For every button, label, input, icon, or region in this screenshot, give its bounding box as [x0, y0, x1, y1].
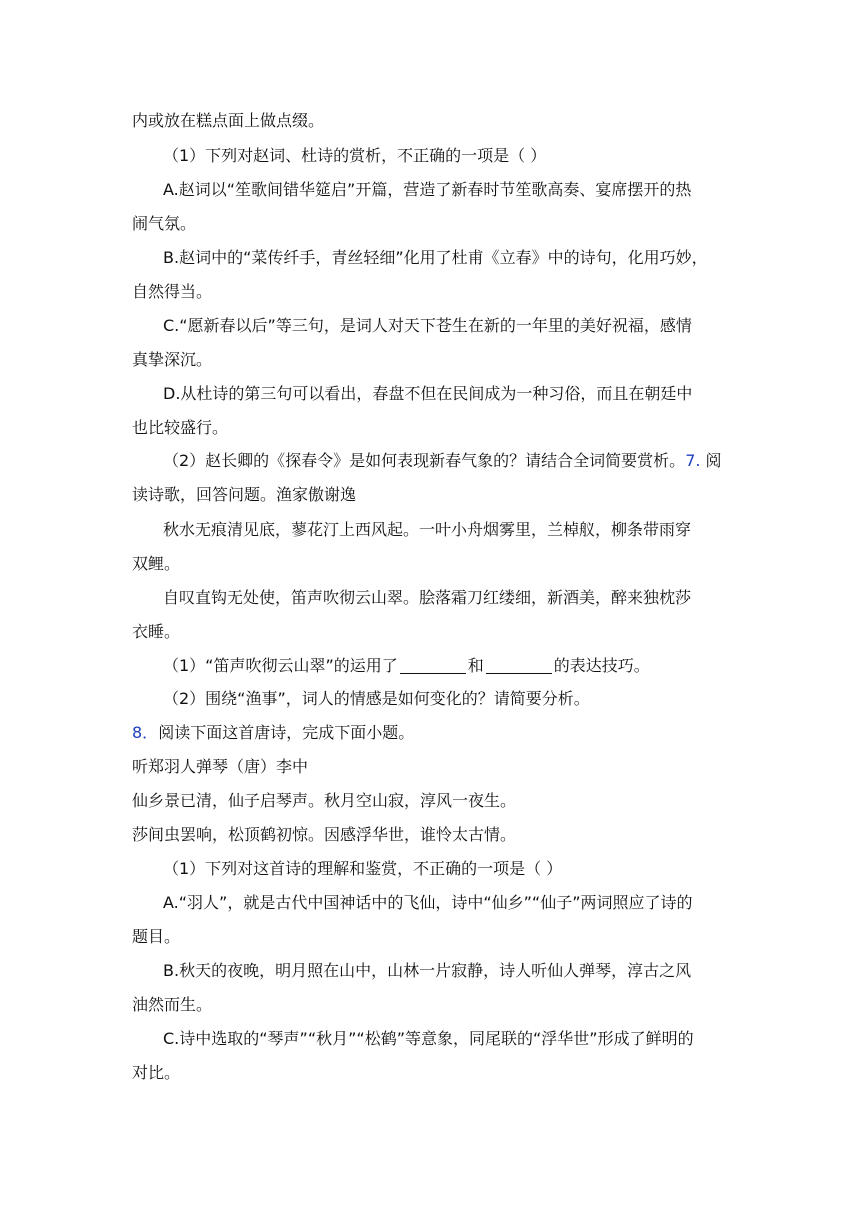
poem-line: 仙乡景已清，仙子启琴声。秋月空山寂，淳风一夜生。 — [132, 791, 517, 810]
answer-blank[interactable] — [486, 657, 552, 674]
text-line: 闹气氛。 — [132, 214, 197, 233]
fill-blank-question — [163, 656, 650, 676]
question-text: （1）“笛声吹彻云山翠”的运用了 — [163, 656, 398, 675]
question-2-stem — [163, 451, 722, 471]
question-text: （2）围绕“渔事”，词人的情感是如何变化的？请简要分析。 — [163, 689, 590, 708]
option-c: C.“愿新春以后”等三句，是词人对天下苍生在新的一年里的美好祝福，感情 — [163, 316, 692, 335]
question-2-text: （2）赵长卿的《探春令》是如何表现新春气象的？请结合全词简要赏析。 — [163, 451, 686, 470]
option-c: C.诗中选取的“琴声”“秋月”“松鹤”等意象，同尾联的“浮华世”形成了鲜明的 — [163, 1029, 694, 1048]
question-1-stem: （1）下列对这首诗的理解和鉴赏，不正确的一项是（ ） — [163, 859, 563, 878]
option-b: B.赵词中的“菜传纤手，青丝轻细”化用了杜甫《立春》中的诗句，化用巧妙， — [163, 248, 708, 267]
poem-title: 听郑羽人弹琴（唐）李中 — [132, 757, 309, 776]
option-d: D.从杜诗的第三句可以看出，春盘不但在民间成为一种习俗，而且在朝廷中 — [163, 384, 693, 403]
poem-line: 秋水无痕清见底，蓼花汀上西风起。一叶小舟烟雾里，兰棹舣，柳条带雨穿 — [163, 520, 692, 539]
question-1-stem: （1）下列对赵词、杜诗的赏析，不正确的一项是（ ） — [163, 146, 547, 165]
text-fragment: 和 — [467, 656, 484, 675]
question-8-header — [132, 723, 414, 743]
text-line: 内或放在糕点面上做点缀。 — [132, 111, 325, 130]
poem-line: 双鲤。 — [132, 554, 181, 573]
option-a: A.赵词以“笙歌间错华筵启”开篇，营造了新春时节笙歌高奏、宴席摆开的热 — [163, 180, 692, 199]
text-fragment: 的表达技巧。 — [553, 656, 650, 675]
text-line: 真挚深沉。 — [132, 350, 213, 369]
question-8-text: 阅读下面这首唐诗，完成下面小题。 — [158, 723, 415, 742]
text-line: 读诗歌，回答问题。渔家傲谢逸 — [132, 485, 357, 504]
text-line: 油然而生。 — [132, 995, 213, 1014]
poem-line: 自叹直钩无处使，笛声吹彻云山翠。脍落霜刀红缕细，新酒美，醉来独枕莎 — [163, 588, 692, 607]
text-line: 对比。 — [132, 1063, 181, 1082]
option-b: B.秋天的夜晚，明月照在山中，山林一片寂静，诗人听仙人弹琴，淳古之风 — [163, 961, 692, 980]
question-number-7: 7. — [685, 451, 701, 470]
poem-line: 莎间虫罢响，松顶鹤初惊。因感浮华世，谁怜太古情。 — [132, 825, 517, 844]
poem-line: 衣睡。 — [132, 622, 181, 641]
text-line: 自然得当。 — [132, 282, 213, 301]
text-line: 也比较盛行。 — [132, 418, 229, 437]
text-fragment: 阅 — [700, 451, 722, 470]
question-number-8: 8． — [132, 723, 159, 742]
option-a: A.“羽人”，就是古代中国神话中的飞仙，诗中“仙乡”“仙子”两词照应了诗的 — [163, 893, 693, 912]
answer-blank[interactable] — [400, 657, 466, 674]
text-line: 题目。 — [132, 927, 181, 946]
